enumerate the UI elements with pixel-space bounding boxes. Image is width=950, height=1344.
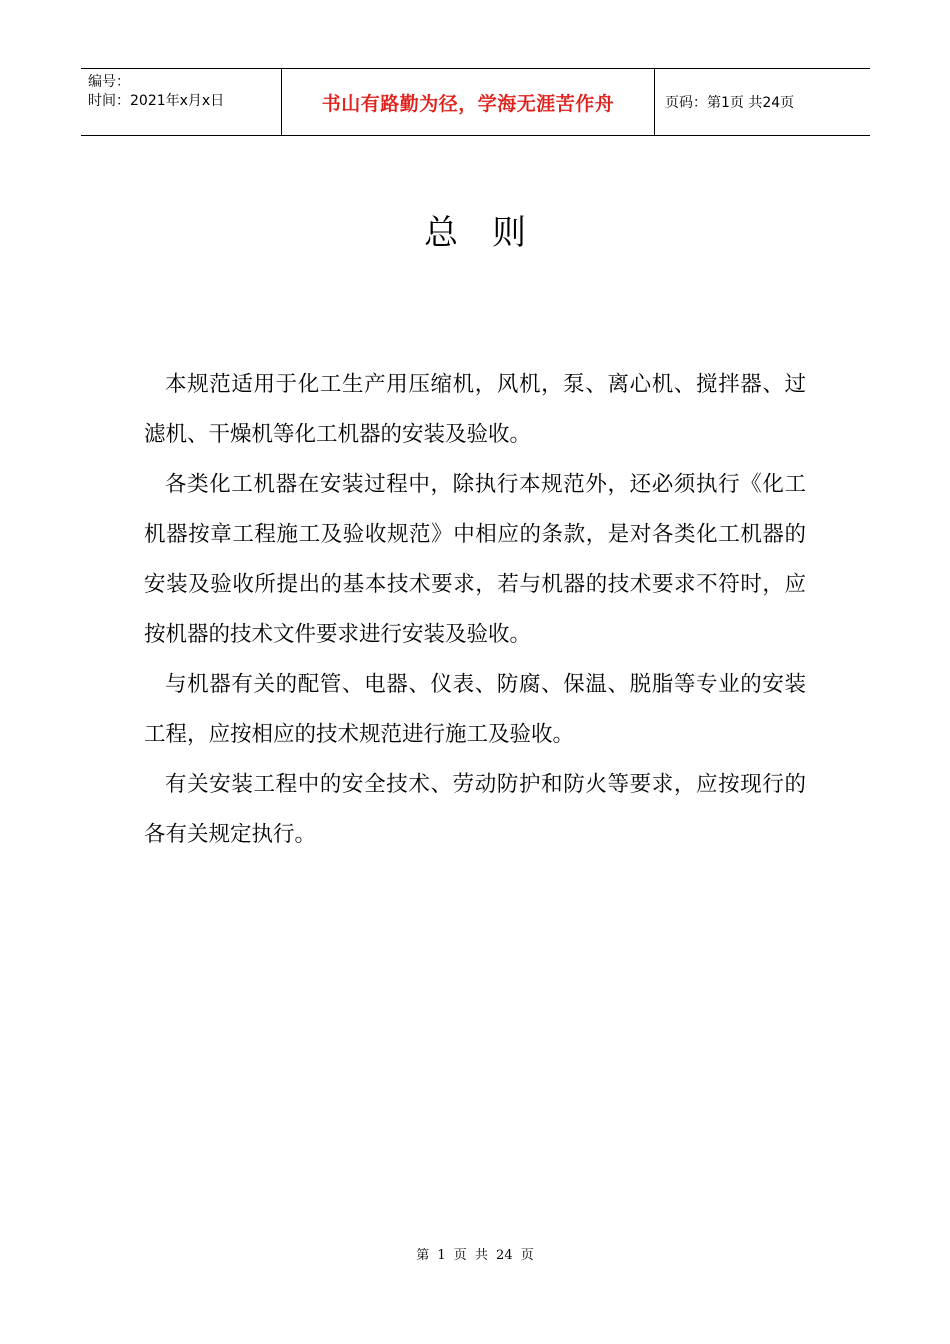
page-title: 总则 [424,213,560,253]
paragraph: 本规范适用于化工生产用压缩机，风机，泵、离心机、搅拌器、过滤机、干燥机等化工机器的安装及验收。 [144,372,806,447]
paragraph: 与机器有关的配管、电器、仪表、防腐、保温、脱脂等专业的安装工程，应按相应的技术规范进行施工及验收。 [144,672,806,747]
number-label: 编号： [88,74,130,90]
header-meta-cell [81,69,282,135]
document-header [81,68,870,136]
paragraph: 各类化工机器在安装过程中，除执行本规范外，还必须执行《化工机器按章工程施工及验收规范》中相应的条款，是对各类化工机器的安装及验收所提出的基本技术要求，若与机器的技术要求不符时，应按机器的技术文件要求进行安装及验收。 [144,472,806,647]
page-info: 页码：第1页 共24页 [665,95,795,111]
page-footer: 第 1 页 共 24 页 [416,1248,534,1263]
date-label: 时间：2021年x月x日 [88,93,225,109]
motto-text: 书山有路勤为径，学海无涯苦作舟 [321,92,615,115]
header-page-cell [655,69,870,135]
header-motto-cell [282,69,655,135]
paragraph: 有关安装工程中的安全技术、劳动防护和防火等要求，应按现行的各有关规定执行。 [144,772,806,847]
document-body [144,360,806,860]
